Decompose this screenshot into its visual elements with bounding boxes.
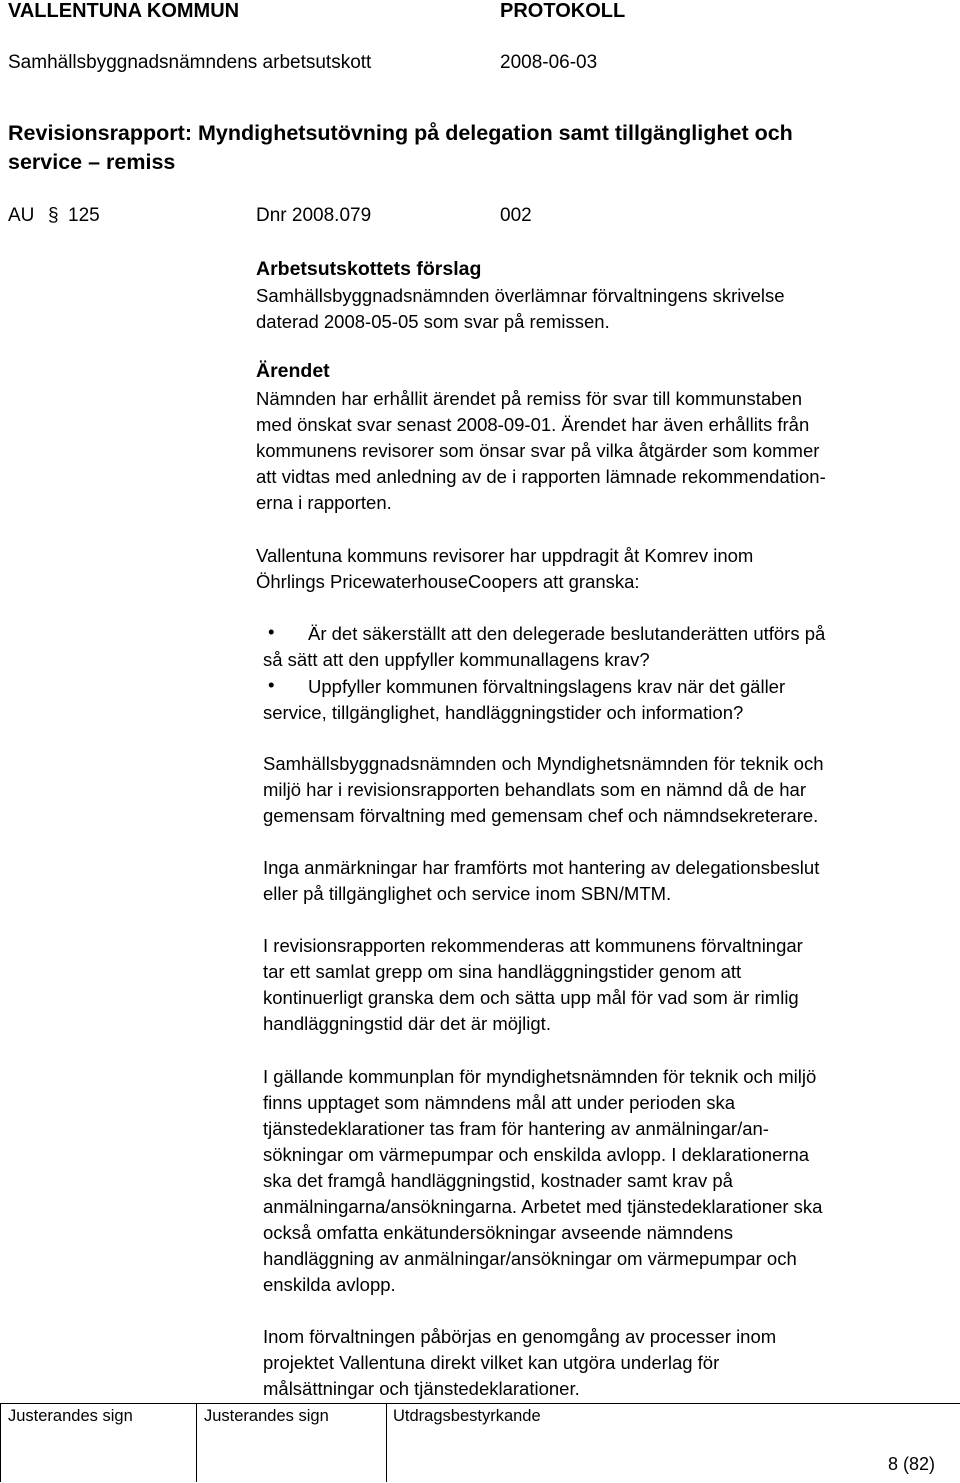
extract-label: Utdragsbestyrkande (393, 1407, 541, 1425)
paragraph-line: finns upptaget som nämndens mål att under perioden ska (263, 1092, 736, 1113)
paragraph-line: Inga anmärkningar har framförts mot hantering av delegationsbeslut (263, 857, 820, 878)
paragraph-line: I revisionsrapporten rekommenderas att kommunens förvaltningar (263, 935, 803, 956)
question-item (263, 674, 785, 726)
paragraph-recommendation (263, 933, 803, 1037)
paragraph-municipal-plan (263, 1064, 822, 1298)
signature-label-1: Justerandes sign (8, 1407, 133, 1425)
question-line: service, tillgänglighet, handläggningstider och information? (263, 702, 744, 723)
bullet-marker: • (268, 621, 275, 642)
section-number: 125 (68, 205, 100, 226)
signature-label-2: Justerandes sign (204, 1407, 329, 1425)
paragraph-line: också omfatta enkätundersökningar avseende nämndens (263, 1222, 733, 1243)
diary-number: Dnr 2008.079 (256, 205, 372, 226)
paragraph-line: projektet Vallentuna direkt vilket kan utgöra underlag för (263, 1352, 720, 1373)
paragraph-line: kontinuerligt granska dem och sätta upp mål för vad som är rimlig (263, 987, 799, 1008)
signature-cell-2 (196, 1403, 197, 1482)
paragraph-line: handläggning av anmälningar/ansökningar om värmepumpar och (263, 1248, 797, 1269)
paragraph-line: miljö har i revisionsrapporten behandlats som en nämnd då de har (263, 779, 806, 800)
au-label: AU (8, 205, 35, 226)
paragraph-joint-administration (263, 751, 823, 829)
paragraph-line: enskilda avlopp. (263, 1274, 396, 1295)
question-line: Uppfyller kommunen förvaltningslagens krav när det gäller (308, 676, 786, 697)
paragraph-line: handläggningstid där det är möjligt. (263, 1013, 551, 1034)
matter-line: Nämnden har erhållit ärendet på remiss för svar till kommunstaben (256, 388, 802, 409)
bullet-marker: • (268, 674, 275, 695)
committee-name: Samhällsbyggnadsnämndens arbetsutskott (8, 52, 372, 73)
paragraph-line: anmälningarna/ansökningarna. Arbetet med tjänstedeklarationer ska (263, 1196, 823, 1217)
extract-cell (386, 1403, 387, 1482)
matter-text (256, 386, 826, 516)
meeting-date: 2008-06-03 (500, 52, 598, 73)
paragraph-line: I gällande kommunplan för myndighetsnämnden för teknik och miljö (263, 1066, 817, 1087)
paragraph-line: Samhällsbyggnadsnämnden och Myndighetsnämnden för teknik och (263, 753, 824, 774)
matter-line: att vidtas med anledning av de i rapporten lämnade rekommendation- (256, 466, 826, 487)
proposal-line: Samhällsbyggnadsnämnden överlämnar förvaltningens skrivelse (256, 285, 785, 306)
matter-line: erna i rapporten. (256, 492, 392, 513)
signature-cell-1 (0, 1403, 1, 1482)
paragraph-line: Inom förvaltningen påbörjas en genomgång av processer inom (263, 1326, 777, 1347)
question-line: Är det säkerställt att den delegerade beslutanderätten utförs på (308, 623, 826, 644)
proposal-line: daterad 2008-05-05 som svar på remissen. (256, 311, 610, 332)
paragraph-line: gemensam förvaltning med gemensam chef och nämndsekreterare. (263, 805, 819, 826)
section-symbol: § (48, 205, 59, 226)
paragraph-line: tjänstedeklarationer tas fram för hantering av anmälningar/an- (263, 1118, 769, 1139)
paragraph-no-remarks (263, 855, 819, 907)
matter-heading: Ärendet (256, 360, 330, 382)
document-title-line-1: Revisionsrapport: Myndighetsutövning på delegation samt tillgänglighet och (8, 121, 793, 145)
auditor-line: Öhrlings PricewaterhouseCoopers att granska: (256, 571, 640, 592)
case-code: 002 (500, 205, 532, 226)
paragraph-line: ska det framgå handläggningstid, kostnader samt krav på (263, 1170, 733, 1191)
page-number: 8 (82) (888, 1454, 936, 1474)
proposal-text (256, 283, 785, 335)
proposal-heading: Arbetsutskottets förslag (256, 258, 482, 280)
paragraph-line: eller på tillgänglighet och service inom SBN/MTM. (263, 883, 672, 904)
auditor-line: Vallentuna kommuns revisorer har uppdragit åt Komrev inom (256, 545, 754, 566)
paragraph-line: målsättningar och tjänstedeklarationer. (263, 1378, 580, 1399)
paragraph-line: tar ett samlat grepp om sina handläggningstider genom att (263, 961, 742, 982)
organization-name: VALLENTUNA KOMMUN (8, 0, 240, 22)
question-line: så sätt att den uppfyller kommunallagens krav? (263, 649, 650, 670)
auditor-text (256, 543, 753, 595)
paragraph-line: sökningar om värmepumpar och enskilda avlopp. I deklarationerna (263, 1144, 810, 1165)
matter-line: kommunens revisorer som önsar svar på vilka åtgärder som kommer (256, 440, 820, 461)
document-title-line-2: service – remiss (8, 150, 176, 174)
document-type: PROTOKOLL (500, 0, 626, 22)
question-item (263, 621, 825, 673)
paragraph-process-review (263, 1324, 776, 1402)
matter-line: med önskat svar senast 2008-09-01. Ärendet har även erhållits från (256, 414, 810, 435)
